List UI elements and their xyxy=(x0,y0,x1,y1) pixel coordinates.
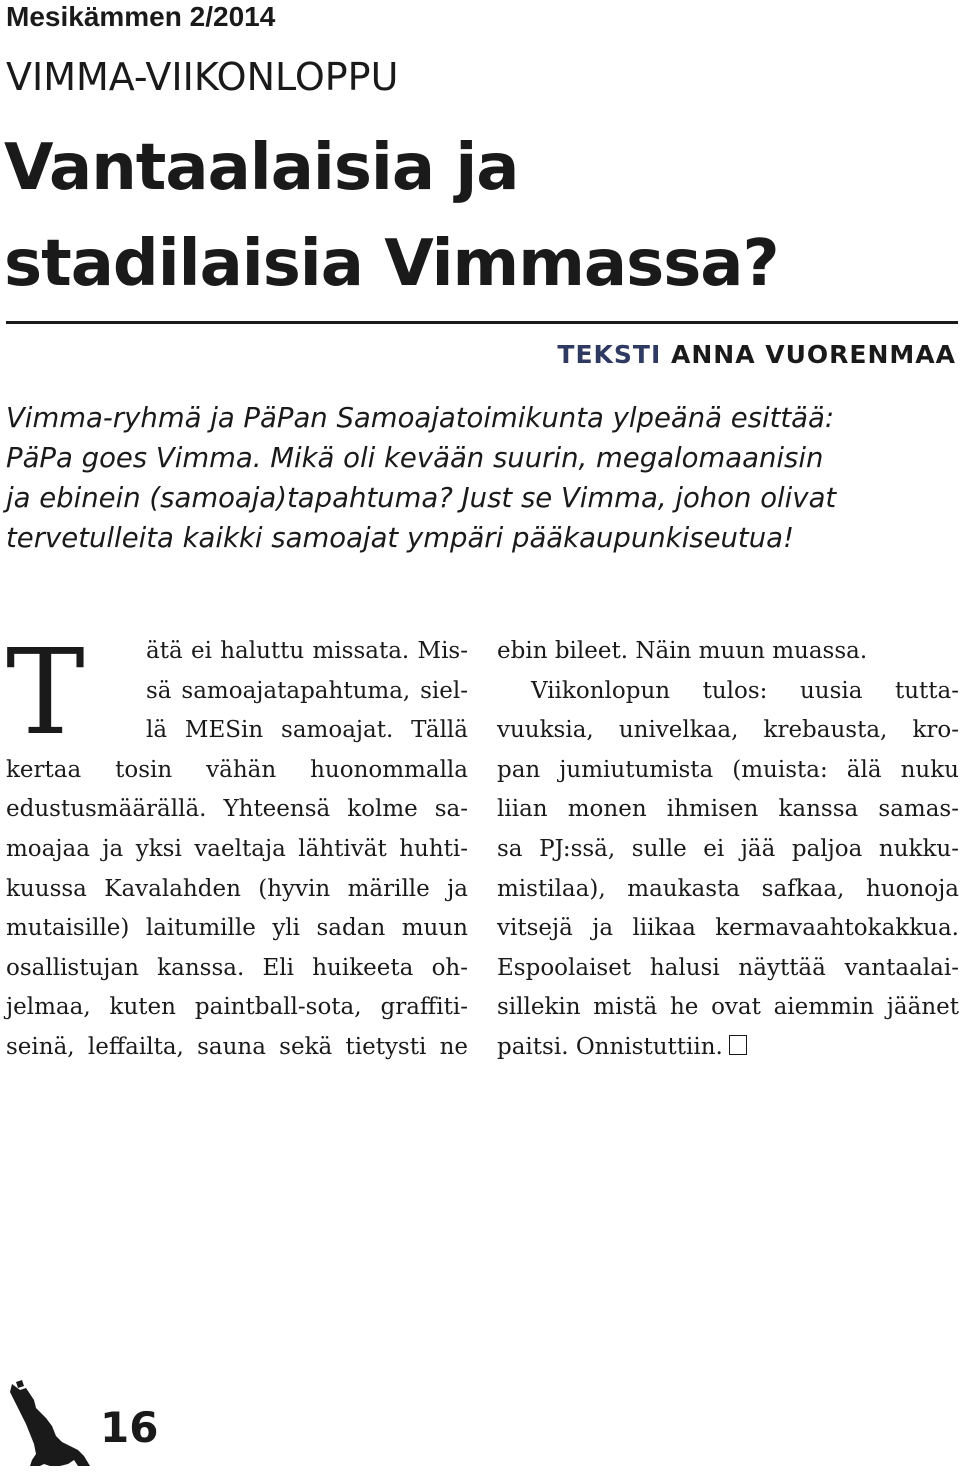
magazine-issue: Mesikämmen 2/2014 xyxy=(6,1,276,32)
lead-line: PäPa goes Vimma. Mikä oli kevään suurin, megalomaanisin xyxy=(6,442,824,474)
page-number: 16 xyxy=(100,1403,159,1452)
body-line: jelmaa, kuten paintball-sota, graffiti- xyxy=(6,994,468,1021)
lead-line: ja ebinein (samoaja)tapahtuma? Just se Vimma, johon olivat xyxy=(6,482,837,514)
body-line: mutaisille) laitumille yli sadan muun xyxy=(6,915,468,942)
body-line: kuussa Kavalahden (hyvin märille ja xyxy=(6,875,468,902)
lead-paragraph xyxy=(6,398,956,558)
body-line: ebin bileet. Näin muun muassa. xyxy=(497,638,868,664)
body-line: sa PJ:ssä, sulle ei jää paljoa nukku- xyxy=(497,835,959,862)
lead-line: Vimma-ryhmä ja PäPan Samoajatoimikunta ylpeänä esittää: xyxy=(6,402,835,434)
headline-line: stadilaisia Vimmassa? xyxy=(4,227,779,301)
lead-line: tervetulleita kaikki samoajat ympäri pääkaupunkiseutua! xyxy=(6,522,795,554)
body-line: osallistujan kanssa. Eli huikeeta oh- xyxy=(6,954,468,981)
body-line: Espoolaiset halusi näyttää vantaalai- xyxy=(497,954,959,981)
body-line: Viikonlopun tulos: uusia tutta- xyxy=(531,677,959,704)
body-line: lä MESin samoajat. Tällä xyxy=(146,717,468,744)
byline-author: ANNA VUORENMAA xyxy=(671,340,956,369)
byline xyxy=(557,338,956,372)
body-line: seinä, leffailta, sauna sekä tietysti ne xyxy=(6,1033,468,1060)
body-column-left xyxy=(6,623,468,1068)
end-mark-icon xyxy=(729,1035,747,1055)
byline-label: TEKSTI xyxy=(557,340,662,369)
dropcap: T xyxy=(6,623,85,761)
howling-wolf-icon xyxy=(6,1380,92,1470)
body-line: vuuksia, univelkaa, krebausta, kro- xyxy=(497,717,959,744)
body-column-right xyxy=(497,632,959,1068)
body-line-last xyxy=(497,1028,959,1068)
headline-line: Vantaalaisia ja xyxy=(4,131,519,205)
body-line: ätä ei haluttu missata. Mis- xyxy=(146,638,468,664)
body-line: pan jumiutumista (muista: älä nuku xyxy=(497,756,959,783)
body-line: kertaa tosin vähän huonommalla xyxy=(6,756,468,783)
section-label: VIMMA-VIIKONLOPPU xyxy=(6,55,399,99)
divider-rule xyxy=(6,321,958,324)
body-line: edustusmäärällä. Yhteensä kolme sa- xyxy=(6,796,468,823)
body-line: sillekin mistä he ovat aiemmin jäänet xyxy=(497,994,959,1021)
body-line: liian monen ihmisen kanssa samas- xyxy=(497,796,959,823)
body-line: mistilaa), maukasta safkaa, huonoja xyxy=(497,875,959,902)
body-line: sä samoajatapahtuma, siel- xyxy=(146,677,468,704)
body-line: vitsejä ja liikaa kermavaahtokakkua. xyxy=(497,915,959,942)
body-line: moajaa ja yksi vaeltaja lähtivät huhti- xyxy=(6,835,468,862)
headline xyxy=(4,120,944,312)
closing-sentence: paitsi. Onnistuttiin. xyxy=(497,1033,723,1060)
